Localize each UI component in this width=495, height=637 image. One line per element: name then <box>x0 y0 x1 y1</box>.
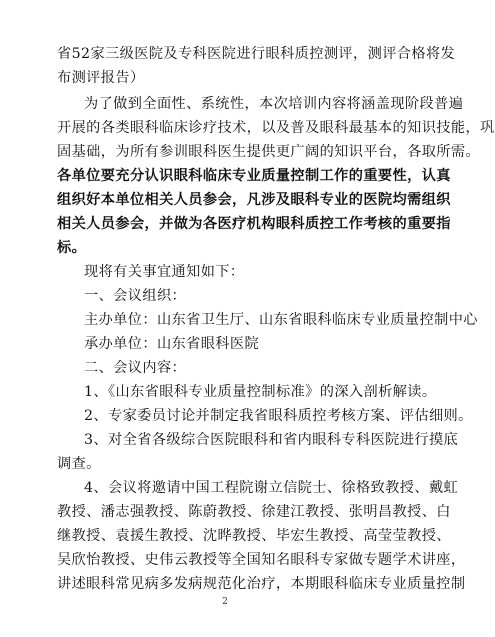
list-item: 3、对全省各级综合医院眼科和省内眼科专科医院进行摸底 <box>84 432 459 448</box>
text-line-bold: 相关人员参会，并做为各医疗机构眼科质控工作考核的重要指 <box>57 216 451 232</box>
text-line-bold: 各单位要充分认识眼科临床专业质量控制工作的重要性，认真 <box>57 168 451 184</box>
text-line: 承办单位：山东省眼科医院 <box>84 336 260 352</box>
page-number: 2 <box>222 597 228 607</box>
list-item: 4、会议将邀请中国工程院谢立信院士、徐格致教授、戴虹 <box>84 480 459 496</box>
section-heading: 二、会议内容： <box>84 360 187 376</box>
list-item: 1、《山东省眼科专业质量控制标准》的深入剖析解读。 <box>84 384 437 400</box>
text-line-bold: 标。 <box>57 240 87 256</box>
text-line: 为了做到全面性、系统性，本次培训内容将涵盖现阶段普遍 <box>84 96 464 112</box>
text-line: 教授、潘志强教授、陈蔚教授、徐建江教授、张明昌教授、白 <box>57 504 451 520</box>
text-line: 现将有关事宜通知如下： <box>84 264 245 280</box>
text-line: 省52家三级医院及专科医院进行眼科质控测评，测评合格将发 <box>57 46 456 62</box>
text-line: 开展的各类眼科临床诊疗技术，以及普及眼科最基本的知识技能，巩 <box>57 120 495 136</box>
text-line: 讲述眼科常见病多发病规范化治疗，本期眼科临床专业质量控制 <box>57 576 466 592</box>
text-line: 继教授、袁援生教授、沈晔教授、毕宏生教授、高莹莹教授、 <box>57 528 451 544</box>
text-line-bold: 组织好本单位相关人员参会，凡涉及眼科专业的医院均需组织 <box>57 192 451 208</box>
text-line: 调查。 <box>57 456 101 472</box>
text-line: 布测评报告） <box>57 70 145 86</box>
section-heading: 一、会议组织： <box>84 288 187 304</box>
text-line: 固基础，为所有参训眼科医生提供更广阔的知识平台，各取所需。 <box>57 144 481 160</box>
text-line: 主办单位：山东省卫生厅、山东省眼科临床专业质量控制中心 <box>84 312 478 328</box>
text-line: 吴欣怡教授、史伟云教授等全国知名眼科专家做专题学术讲座， <box>57 552 466 568</box>
list-item: 2、专家委员讨论并制定我省眼科质控考核方案、评估细则。 <box>84 408 473 424</box>
